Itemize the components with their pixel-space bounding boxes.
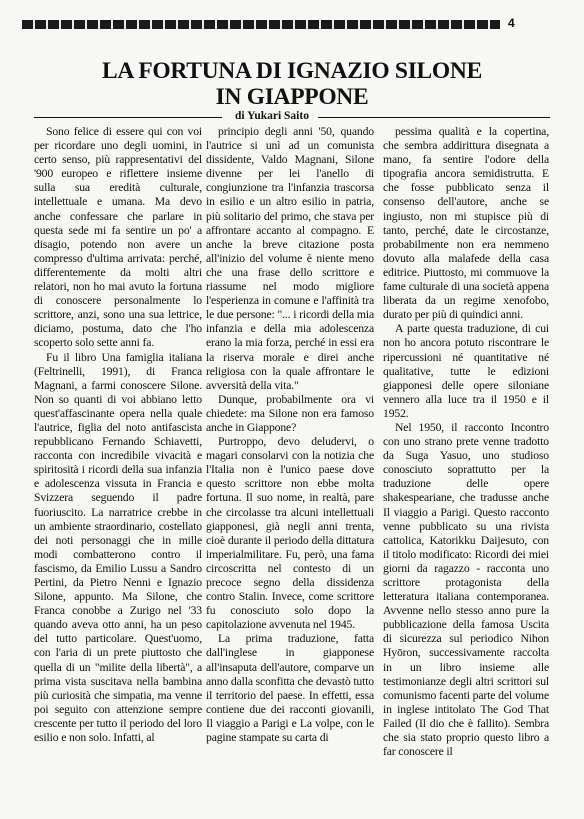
text-column-3: [383, 125, 549, 815]
paragraph: Dunque, probabilmente ora vi chiedete: ma Silone non era famoso anche in Giappone?: [206, 392, 374, 434]
text-column-1: [34, 125, 202, 815]
paragraph: La prima traduzione, fatta dall'inglese in giapponese all'insaputa dell'autore, comparve un anno dalla sconfitta che devastò tutto il territorio del paese. In effetti, essa contiene due dei racconti giovanili, Il viaggio a Parigi e La volpe, con le pagine stampate su carta di: [206, 632, 374, 745]
paragraph: principio degli anni '50, quando l'autrice si unì ad un comunista dissidente, Valdo Magnani, Silone divenne per lei l'anello di congiunzione tra l'infanzia trascorsa in esilio e un altro esilio in patria, più solitario del primo, che stava per affrontare accanto al compagno. E anche la breve citazione posta all'inizio del volume è niente meno che una frase dello scrittore e riassume nel modo migliore l'esperienza in comune e l'affinità tra le due persone: "... i ricordi della mia infanzia e della mia adolescenza erano la mia forza, perché in essi era la riserva morale e direi anche religiosa con la quale affrontare le avversità della vita.": [206, 125, 374, 392]
byline-rule-left: [34, 117, 222, 118]
paragraph: pessima qualità e la copertina, che sembra addirittura disegnata a mano, fa sentire l'odore della tipografia ancora semidistrutta. E che fosse pubblicato senza il consenso dell'autore, anche se ingiusto, non mi stupisce più di tanto, perché, date le circostanze, probabilmente non era nemmeno dovuto alla malafede della casa editrice. Piuttosto, mi commuove la fame culturale di una società appena liberata da un regime xenofobo, durato per più di quindici anni.: [383, 125, 549, 322]
byline-row: [34, 111, 550, 123]
header-rule-bar: [22, 20, 500, 29]
byline-rule-right: [318, 117, 550, 118]
paragraph: A parte questa traduzione, di cui non ho ancora potuto riscontrare le ripercussioni né quantitative né qualitative, tutte le edizioni giapponesi delle opere siloniane vennero alla luce tra il 1950 e il 1952.: [383, 322, 549, 420]
paragraph: Fu il libro Una famiglia italiana (Feltrinelli, 1991), di Franca Magnani, a farmi conoscere Silone. Non so quanti di voi abbiano letto quest'affascinante opera nella quale l'autrice, figlia del noto antifascista repubblicano Fernando Schiavetti, racconta con incredibile vivacità e spiritosità i ricordi della sua infanzia e adolescenza vissuta in Francia e Svizzera seguendo il padre fuoriuscito. La narratrice crebbe in un ambiente straordinario, costellato dei noti personaggi che in mille modi combatterono contro il fascismo, da Emilio Lussu a Sandro Pertini, da Pietro Nenni e Ignazio Silone, appunto. Ma Silone, che Franca conobbe a Zurigo nel '33 quando aveva otto anni, ha un peso del tutto particolare. Quest'uomo, con l'aria di un prete piuttosto che quella di un "milite della libertà", a prima vista suscitava nella bambina più curiosità che simpatia, ma venne poi seguito con attenzione sempre crescente per tutto il periodo del loro esilio e non solo. Infatti, al: [34, 350, 202, 745]
paragraph: Nel 1950, il racconto Incontro con uno strano prete venne tradotto da Suga Yasuo, uno studioso conosciuto soprattutto per la traduzione delle opere shakespeariane, che tradusse anche Il viaggio a Parigi. Questo racconto venne pubblicato su una rivista cattolica, Katorikku Daijesuto, con il titolo modificato: Ricordi dei miei giorni da ragazzo - racconta uno scrittore protagonista della letteratura italiana contemporanea. Avvenne nello stesso anno pure la pubblicazione della famosa Uscita di sicurezza sul periodico Nihon Hyōron, successivamente raccolta in un libro insieme alle testimonianze degli altri scrittori sul comunismo facenti parte del volume in inglese intitolato The God That Failed (Il dio che è fallito). Sembra che sia stato proprio questo libro a far conoscere il: [383, 420, 549, 759]
paragraph: Purtroppo, devo deludervi, o magari consolarvi con la notizia che l'Italia non è l'unico paese dove questo scrittore non ebbe molta fortuna. Il suo nome, in realtà, pare che circolasse tra alcuni intellettuali giapponesi, già negli anni trenta, cioè durante il periodo della dittatura imperialmilitare. Fu, però, una fama circoscritta nel contesto di un precoce segno della dissidenza contro Stalin. Invece, come scrittore fu conosciuto solo dopo la capitolazione avvenuta nel 1945.: [206, 435, 374, 632]
title-line-1: LA FORTUNA DI IGNAZIO SILONE: [102, 58, 482, 84]
article-title: [40, 58, 544, 110]
paragraph: Sono felice di essere qui con voi per ricordare uno degli uomini, in certo senso, più rappresentativi del '900 europeo e riflettere insieme sulla sua eredità culturale, intellettuale e umana. Ma devo anche confessare che parlare in questa sede mi fa sentire un po' a disagio, potendo non avere un compresso d'ultima arrivata: perché, differentemente da molti altri relatori, non ho mai avuto la fortuna di conoscere personalmente lo scrittore, anzi, sono una sua lettrice, diciamo, postuma, dato che l'ho scoperto solo sette anni fa.: [34, 125, 202, 350]
text-column-2: [206, 125, 374, 815]
byline: di Yukari Saito: [235, 110, 309, 122]
title-line-2: IN GIAPPONE: [215, 84, 369, 110]
page-number: 4: [508, 16, 515, 30]
